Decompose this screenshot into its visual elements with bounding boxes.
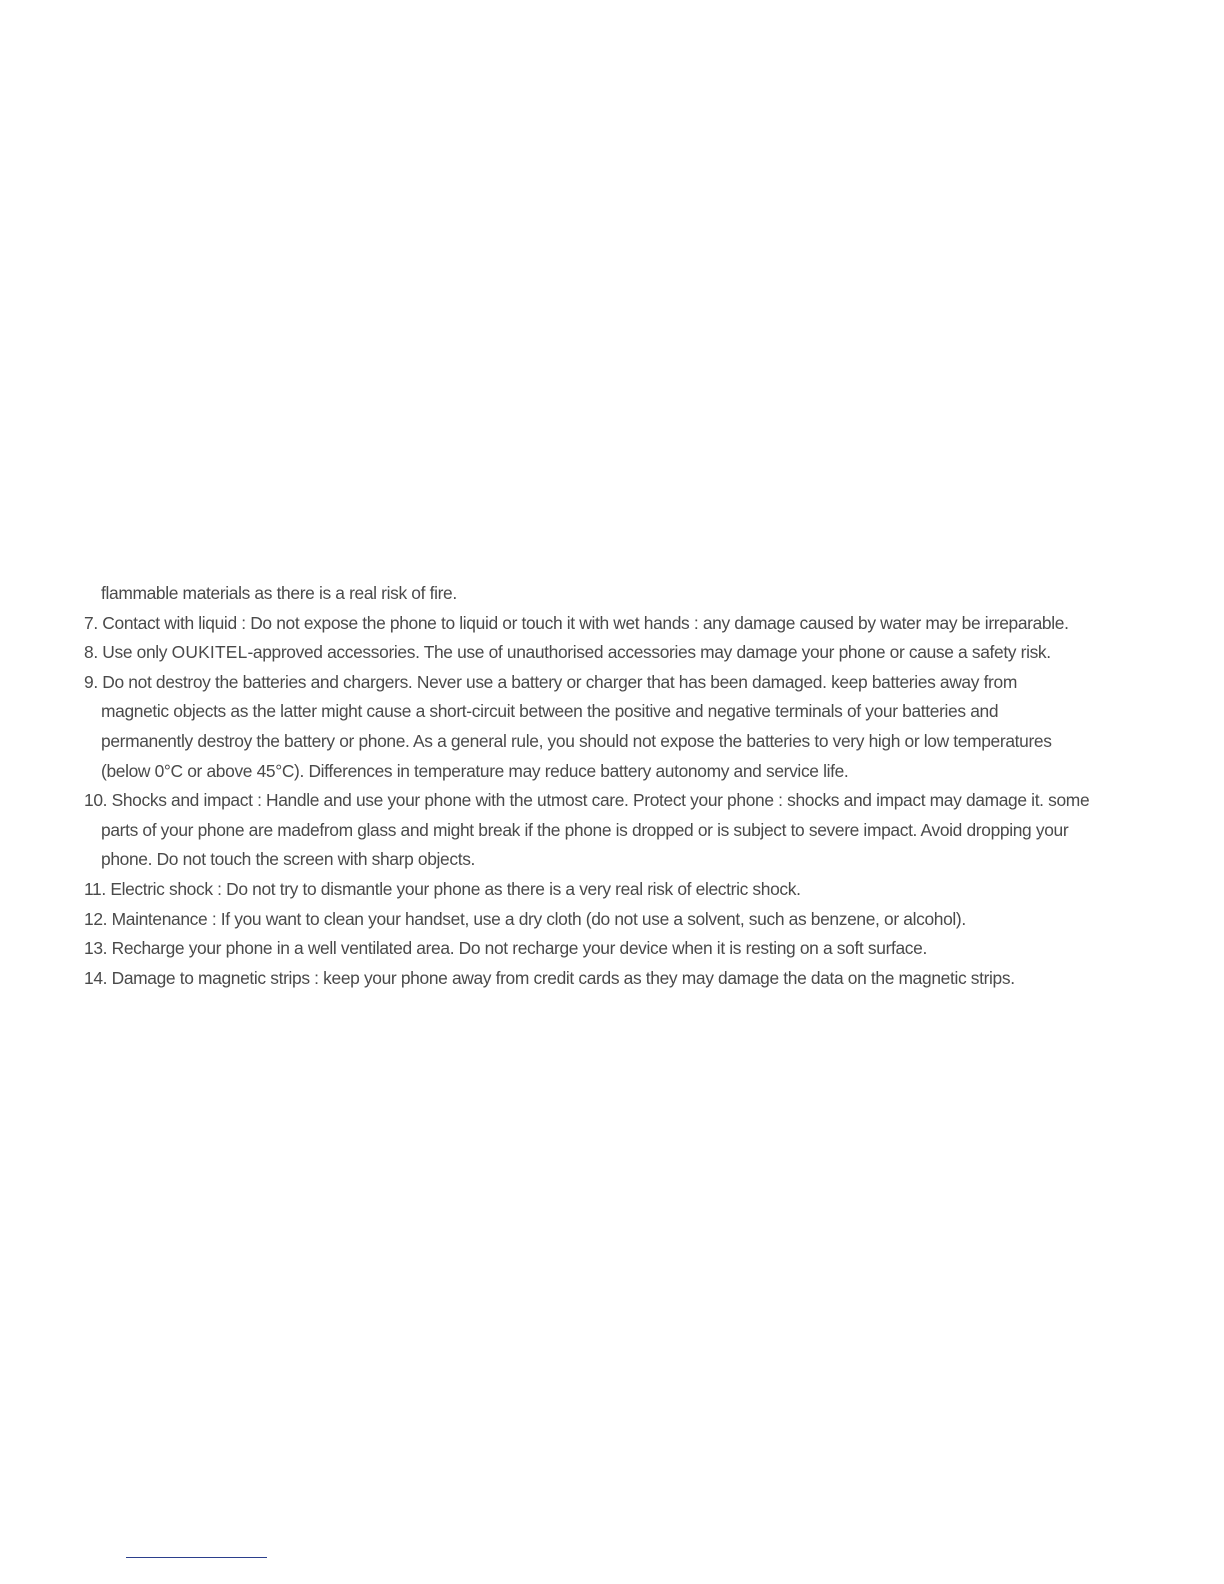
text-line: permanently destroy the battery or phone. As a general rule, you should not expose the batteries to very high or low temperatures (101, 730, 1052, 751)
list-item-8-suffix: -approved accessories. The use of unauthorised accessories may damage your phone or cause a safety risk. (247, 642, 1051, 663)
list-item-8-prefix: 8. Use only (84, 642, 172, 663)
text-line: (below 0°C or above 45°C). Differences in temperature may reduce battery autonomy and service life. (101, 760, 849, 781)
text-line: flammable materials as there is a real risk of fire. (101, 583, 457, 603)
text-line: parts of your phone are madefrom glass and might break if the phone is dropped or is subject to severe impact. Avoid dropping your (101, 819, 1069, 840)
safety-instructions-text (84, 579, 1144, 993)
text-line: phone. Do not touch the screen with sharp objects. (101, 849, 476, 870)
footer-divider (126, 1557, 267, 1558)
list-item-7: 7. Contact with liquid : Do not expose the phone to liquid or touch it with wet hands : any damage caused by water may be irreparable. (84, 612, 1069, 633)
list-item-11: 11. Electric shock : Do not try to dismantle your phone as there is a very real risk of electric shock. (84, 878, 801, 899)
list-item-13: 13. Recharge your phone in a well ventilated area. Do not recharge your device when it is resting on a soft surface. (84, 938, 927, 959)
text-line: magnetic objects as the latter might cause a short-circuit between the positive and negative terminals of your batteries and (101, 701, 999, 722)
brand-name: OUKITEL (171, 642, 248, 663)
list-item-10: 10. Shocks and impact : Handle and use your phone with the utmost care. Protect your phone : shocks and impact may damage it. some (84, 790, 1090, 811)
list-item-14: 14. Damage to magnetic strips : keep your phone away from credit cards as they may damage the data on the magnetic strips. (84, 967, 1015, 988)
list-item-9: 9. Do not destroy the batteries and chargers. Never use a battery or charger that has been damaged. keep batteries away from (84, 671, 1017, 692)
list-item-12: 12. Maintenance : If you want to clean your handset, use a dry cloth (do not use a solvent, such as benzene, or alcohol). (84, 908, 966, 929)
list-item-8 (84, 638, 1144, 668)
